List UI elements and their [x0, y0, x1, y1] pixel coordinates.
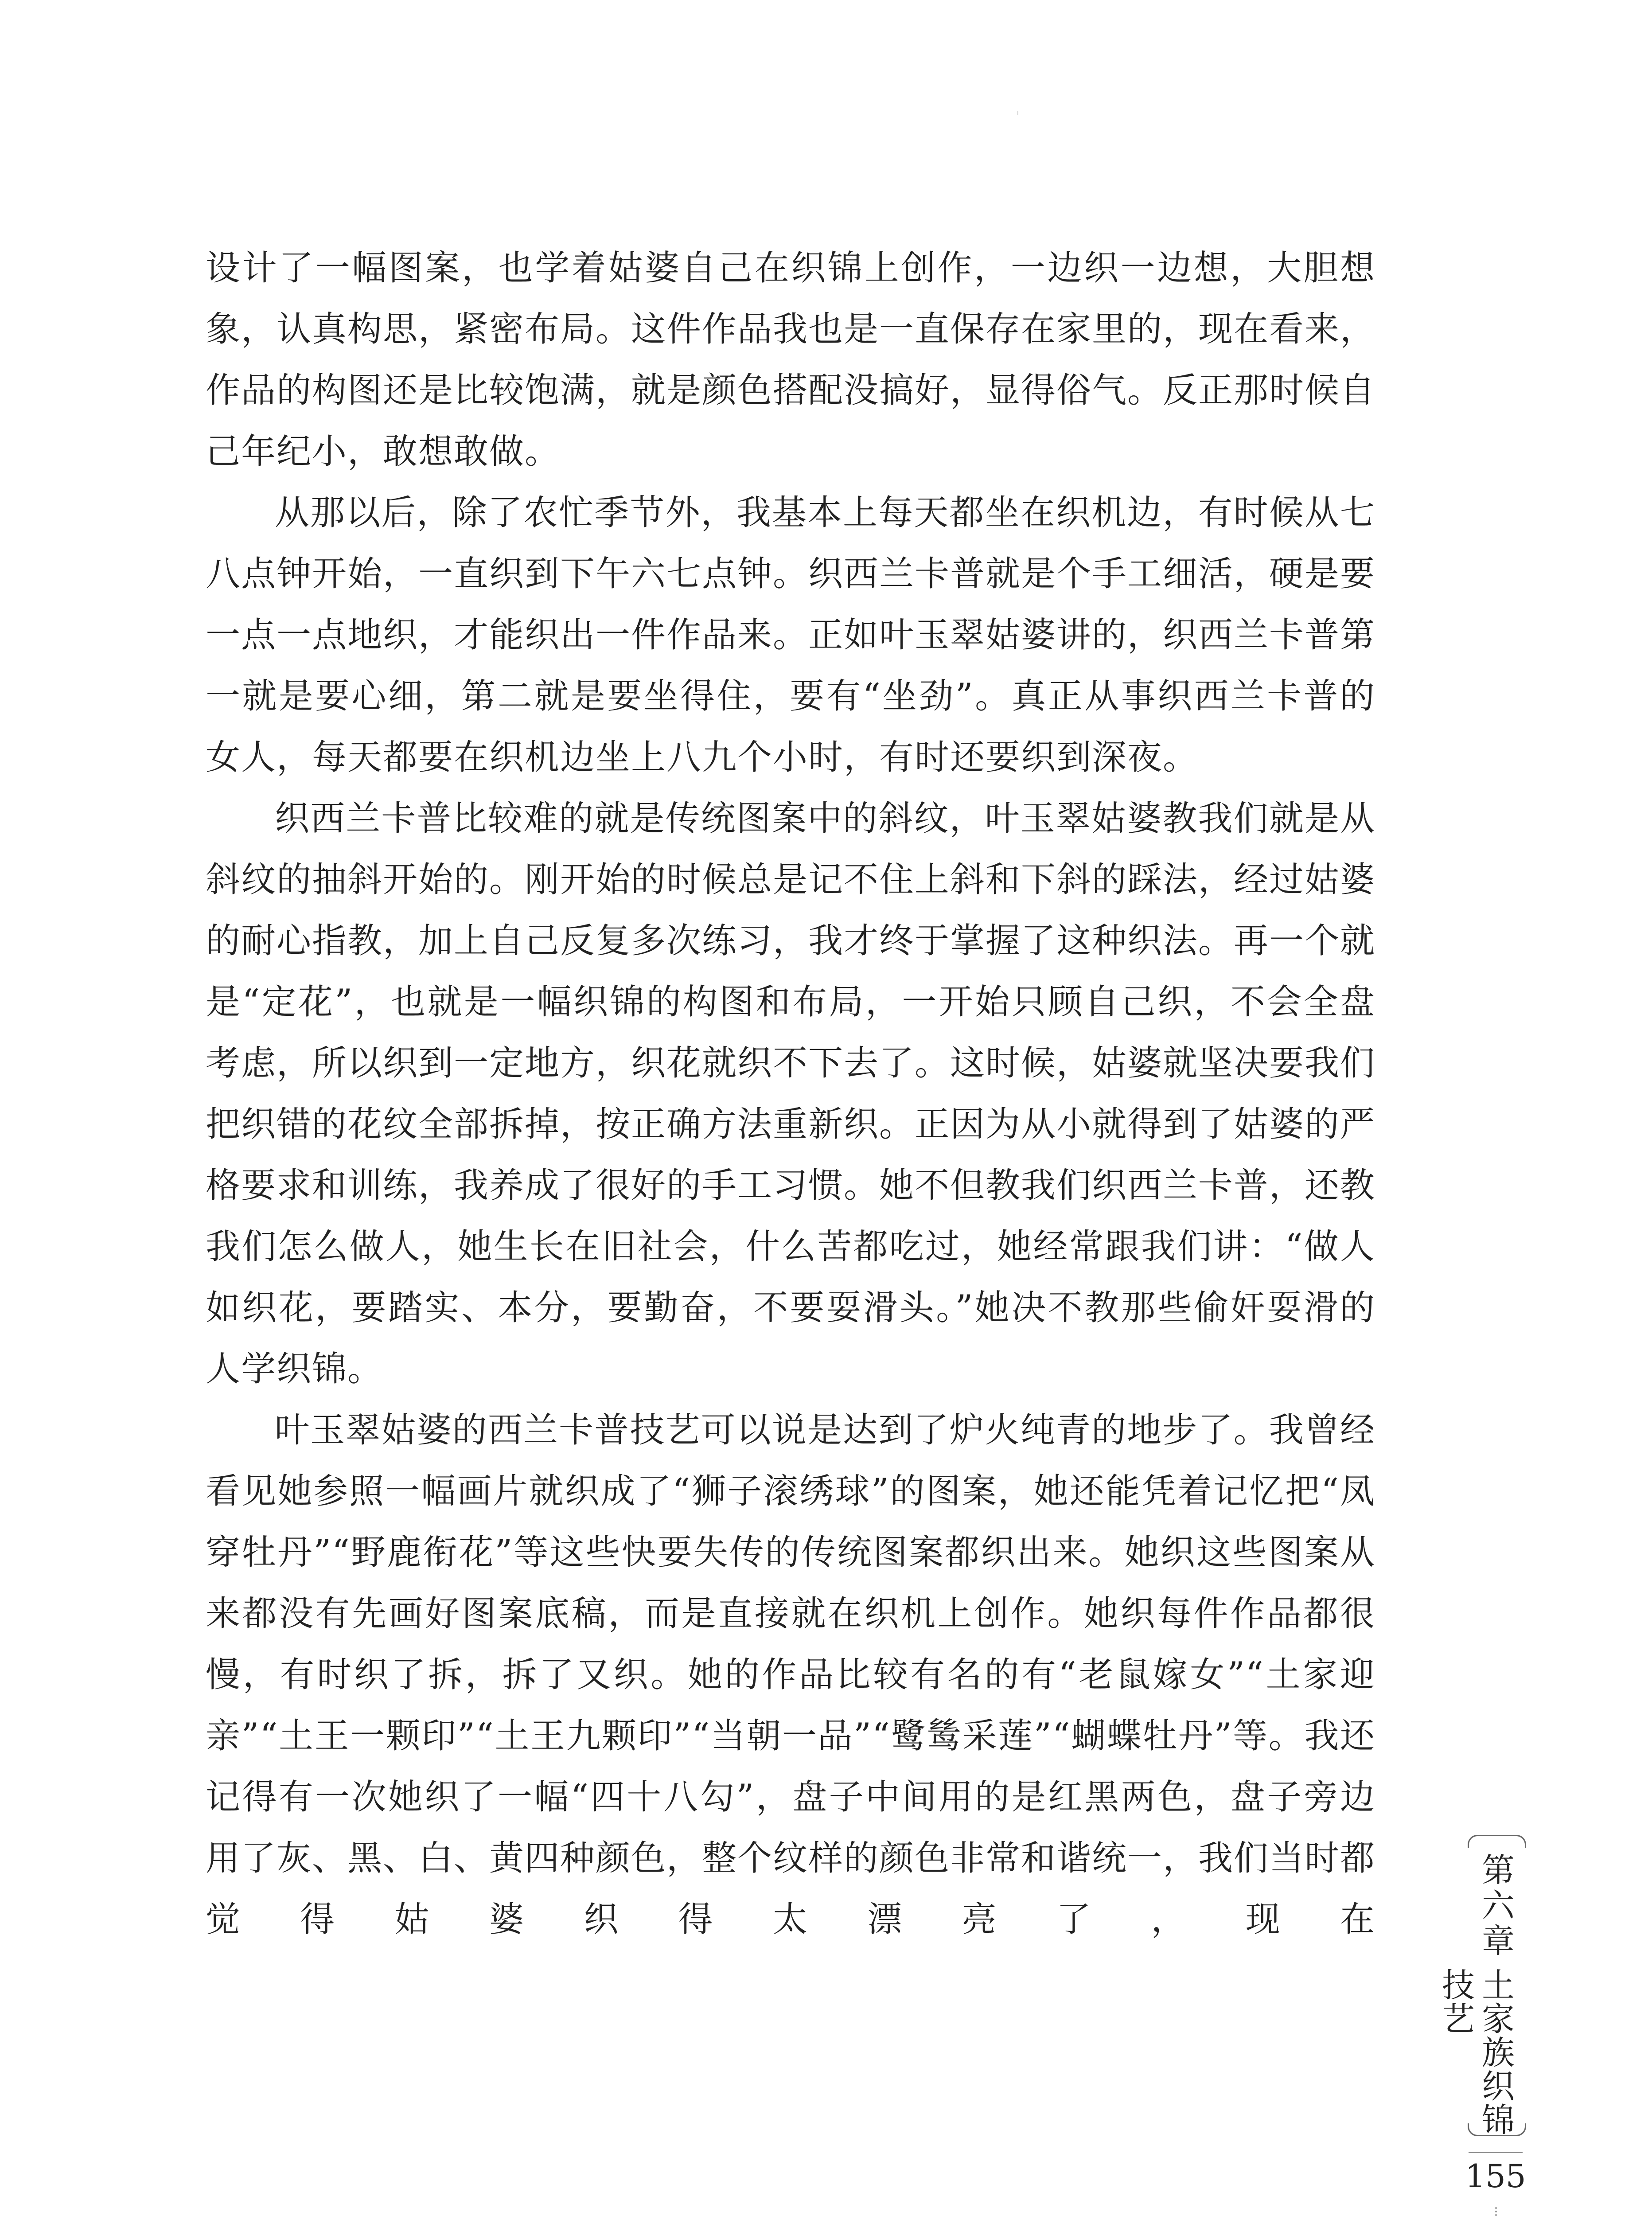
header-bracket-bottom: [1468, 2123, 1526, 2136]
paragraph-1: 设计了一幅图案，也学着姑婆自己在织锦上创作，一边织一边想，大胆想象，认真构思，紧密布局。这件作品我也是一直保存在家里的，现在看来，作品的构图还是比较饱满，就是颜色搭配没搞好，显得俗气。反正那时候自己年纪小，敢想敢做。: [206, 248, 1376, 472]
chapter-label: 第六章: [1477, 1853, 1515, 1959]
page-dotted-line: [1495, 2207, 1497, 2216]
paragraph-2: 从那以后，除了农忙季节外，我基本上每天都坐在织机边，有时候从七八点钟开始，一直织到下午六七点钟。织西兰卡普就是个手工细活，硬是要一点一点地织，才能织出一件作品来。正如叶玉翠姑婆讲的，织西兰卡普第一就是要心细，第二就是要坐得住，要有“坐劲”。真正从事织西兰卡普的女人，每天都要在织机边坐上八九个小时，有时还要织到深夜。: [206, 493, 1376, 777]
paragraph-3: 织西兰卡普比较难的就是传统图案中的斜纹，叶玉翠姑婆教我们就是从斜纹的抽斜开始的。刚开始的时候总是记不住上斜和下斜的踩法，经过姑婆的耐心指教，加上自己反复多次练习，我才终于掌握了这种织法。再一个就是“定花”，也就是一幅织锦的构图和布局，一开始只顾自己织，不会全盘考虑，所以织到一定地方，织花就织不下去了。这时候，姑婆就坚决要我们把织错的花纹全部拆掉，按正确方法重新织。正因为从小就得到了姑婆的严格要求和训练，我养成了很好的手工习惯。她不但教我们织西兰卡普，还教我们怎么做人，她生长在旧社会，什么苦都吃过，她经常跟我们讲：“做人如织花，要踏实、本分，要勤奋，不要耍滑头。”她决不教那些偷奸耍滑的人学织锦。: [206, 799, 1376, 1389]
page-number-rule: [1469, 2152, 1523, 2153]
page-number: 155: [1465, 2157, 1526, 2195]
header-bracket-top: [1468, 1835, 1526, 1848]
paragraph-4: 叶玉翠姑婆的西兰卡普技艺可以说是达到了炉火纯青的地步了。我曾经看见她参照一幅画片就织成了“狮子滚绣球”的图案，她还能凭着记忆把“凤穿牡丹”“野鹿衔花”等这些快要失传的传统图案都织出来。她织这些图案从来都没有先画好图案底稿，而是直接就在织机上创作。她织每件作品都很慢，有时织了拆，拆了又织。她的作品比较有名的有“老鼠嫁女”“土家迎亲”“土王一颗印”“土王九颗印”“当朝一品”“鹭鸶采莲”“蝴蝶牡丹”等。我还记得有一次她织了一幅“四十八勾”，盘子中间用的是红黑两色，盘子旁边用了灰、黑、白、黄四种颜色，整个纹样的颜色非常和谐统一，我们当时都觉得姑婆织得太漂亮了，现在: [206, 1410, 1376, 1939]
body-text: [206, 238, 1375, 1950]
chapter-title: 土家族织锦技艺: [1437, 1968, 1515, 2136]
page-top-mark: [1017, 111, 1018, 115]
running-header: [1437, 1835, 1529, 2136]
